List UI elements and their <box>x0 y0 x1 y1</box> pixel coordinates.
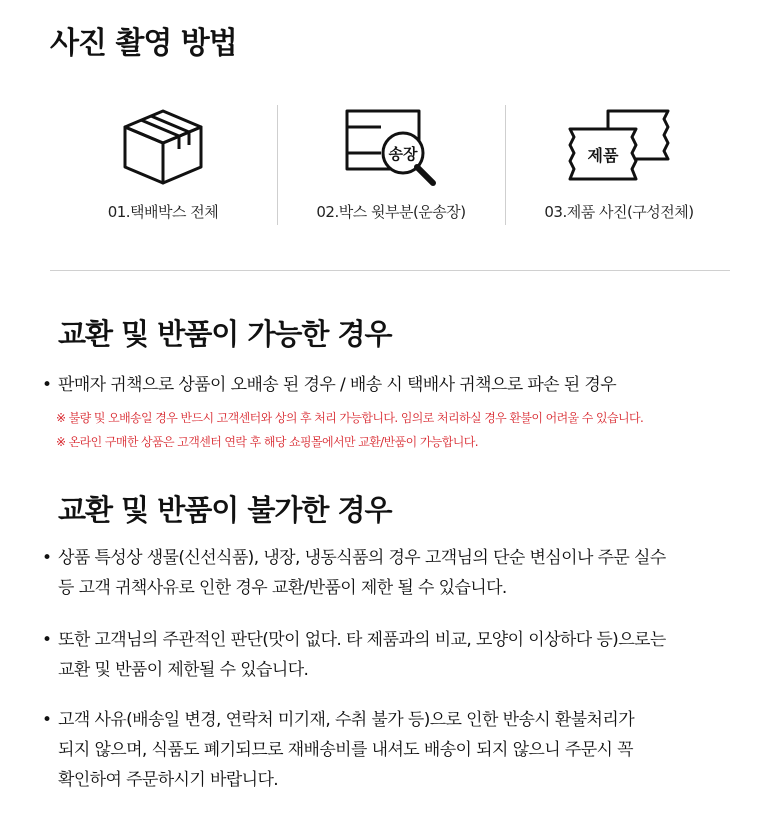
warning-note: ※ 온라인 구매한 상품은 고객센터 연락 후 해당 쇼핑몰에서만 교환/반품이 가능합니다. <box>56 435 478 449</box>
bullet-dot: • <box>42 710 52 730</box>
step-product <box>506 95 732 230</box>
bullet-line: 확인하여 주문하시기 바랍니다. <box>58 770 279 790</box>
step-caption: 03.제품 사진(구성전체) <box>544 203 694 221</box>
exchange-impossible-title: 교환 및 반품이 불가한 경우 <box>58 493 392 527</box>
photo-steps <box>50 95 730 230</box>
bullet-text: 판매자 귀책으로 상품이 오배송 된 경우 / 배송 시 택배사 귀책으로 파손 된 경우 <box>58 375 617 395</box>
exchange-possible-title: 교환 및 반품이 가능한 경우 <box>58 317 392 351</box>
photo-method-title: 사진 촬영 방법 <box>50 26 237 61</box>
bullet-line: 또한 고객님의 주관적인 판단(맛이 없다. 타 제품과의 비교, 모양이 이상하다 등)으로는 <box>58 630 666 650</box>
step-caption: 01.택배박스 전체 <box>107 203 219 221</box>
list-item <box>42 625 742 685</box>
step-box-overall <box>50 95 276 230</box>
step-box-top <box>278 95 504 230</box>
shipping-label-magnifier-icon <box>341 105 441 191</box>
bullet-dot: • <box>42 375 52 395</box>
product-package-icon <box>564 105 674 187</box>
bullet-line: 되지 않으며, 식품도 폐기되므로 재배송비를 내셔도 배송이 되지 않으니 주문시 꼭 <box>58 740 633 760</box>
warning-note: ※ 불량 및 오배송일 경우 반드시 고객센터와 상의 후 처리 가능합니다. 임의로 처리하실 경우 환불이 어려울 수 있습니다. <box>56 411 644 425</box>
list-item <box>42 705 742 795</box>
box-icon <box>117 105 209 187</box>
bullet-line: 교환 및 반품이 제한될 수 있습니다. <box>58 660 309 680</box>
product-badge: 제품 <box>587 146 619 165</box>
bullet-dot: • <box>42 630 52 650</box>
bullet-line: 상품 특성상 생물(신선식품), 냉장, 냉동식품의 경우 고객님의 단순 변심이나 주문 실수 <box>58 548 666 568</box>
step-caption: 02.박스 윗부분(운송장) <box>316 203 466 221</box>
bullet-line: 고객 사유(배송일 변경, 연락처 미기재, 수취 불가 등)으로 인한 반송시 환불처리가 <box>58 710 635 730</box>
bullet-line: 등 고객 귀책사유로 인한 경우 교환/반품이 제한 될 수 있습니다. <box>58 578 507 598</box>
list-item <box>42 543 742 603</box>
section-divider <box>50 270 730 271</box>
label-badge: 송장 <box>388 145 418 163</box>
list-item <box>42 370 742 400</box>
bullet-dot: • <box>42 548 52 568</box>
